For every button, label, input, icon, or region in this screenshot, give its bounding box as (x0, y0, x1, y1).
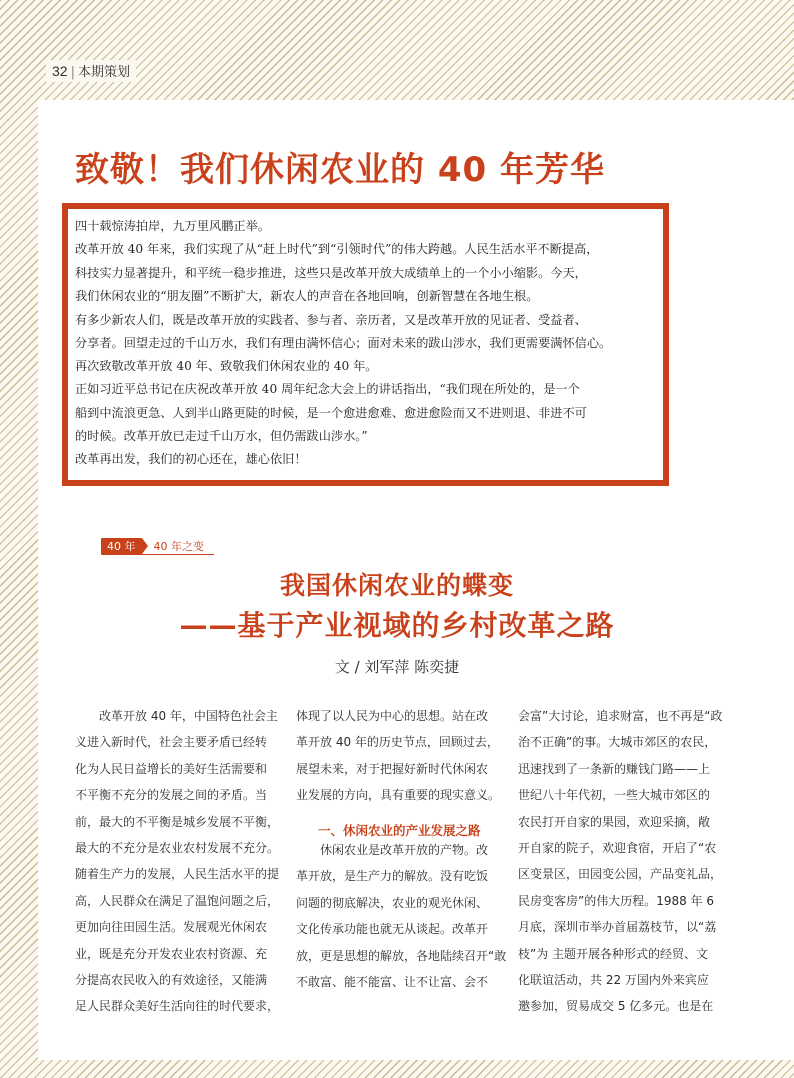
body-line: 不平衡不充分的发展之间的矛盾。当 (75, 788, 268, 803)
body-line: 更加向往田园生活。发展观光休闲农 (75, 920, 268, 935)
intro-line: 科技实力显著提升，和平统一稳步推进，这些只是改革开放大成绩单上的一个小小缩影。今天， (75, 266, 587, 280)
intro-line: 船到中流浪更急、人到半山路更陡的时候，是一个愈进愈难、愈进愈险而又不进则退、非进不可 (75, 406, 587, 420)
body-line: 足人民群众美好生活向往的时代要求， (75, 999, 280, 1014)
body-line: 农民打开自家的果园，欢迎采摘，敞 (518, 814, 711, 829)
body-line: 体现了以人民为中心的思想。站在改 (296, 709, 489, 723)
section-tag (101, 538, 214, 555)
section-tag-label: 40 年之变 (142, 538, 214, 555)
intro-line: 再次致敬改革开放 40 年、致敬我们休闲农业的 40 年。 (75, 359, 378, 373)
body-line: 义进入新时代，社会主要矛盾已经转 (75, 735, 268, 750)
body-line: 休闲农业是改革开放的产物。改 (320, 843, 489, 857)
header-divider: | (70, 65, 75, 80)
body-line: 民房变客房”的伟大历程。1988 年 6 (518, 893, 715, 908)
main-title: 致敬！我们休闲农业的 40 年芳华 (75, 150, 605, 190)
body-line: 世纪八十年代初，一些大城市郊区的 (518, 788, 711, 803)
body-line: 文化传承功能也就无从谈起。改革开 (296, 922, 489, 937)
body-line: 业，既是充分开发农业农村资源、充 (75, 946, 268, 961)
article-title: 我国休闲农业的蝶变 (279, 571, 514, 600)
page-header (46, 60, 136, 82)
article-subtitle: ——基于产业视域的乡村改革之路 (179, 609, 615, 642)
body-line: 邀参加，贸易成交 5 亿多元。也是在 (518, 999, 714, 1014)
article-byline: 文 / 刘军萍 陈奕捷 (334, 658, 460, 676)
body-line: 改革开放 40 年，中国特色社会主 (99, 709, 278, 723)
body-line: 革开放，是生产力的解放。没有吃饭 (296, 869, 489, 884)
body-line: 展望未来，对于把握好新时代休闲农 (296, 761, 489, 776)
intro-line: 我们休闲农业的“朋友圈”不断扩大，新农人的声音在各地回响，创新智慧在各地生根。 (75, 289, 539, 303)
body-line: 月底，深圳市举办首届荔枝节，以“荔 (518, 920, 717, 935)
body-line: 治不正确”的事。大城市郊区的农民， (518, 735, 717, 750)
intro-line: 四十载惊涛拍岸，九万里风鹏正举。 (75, 219, 270, 233)
body-line: 革开放 40 年的历史节点，回顾过去， (296, 735, 499, 750)
body-line: 随着生产力的发展，人民生活水平的提 (75, 867, 280, 882)
body-line: 高，人民群众在满足了温饱问题之后， (75, 893, 280, 908)
body-line: 会富”大讨论，追求财富，也不再是“政 (518, 709, 723, 723)
intro-line: 分享者。回望走过的千山万水，我们有理由满怀信心；面对未来的跋山涉水，我们更需要满怀信心。 (75, 336, 612, 350)
body-line: 业发展的方向，具有重要的现实意义。 (296, 788, 501, 803)
page-number: 32 (52, 63, 68, 79)
body-line: 化为人民日益增长的美好生活需要和 (75, 761, 268, 776)
body-line: 枝”为 主题开展各种形式的经贸、文 (518, 946, 709, 961)
body-line: 分提高农民收入的有效途径，又能满 (75, 973, 268, 987)
intro-line: 改革再出发，我们的初心还在，雄心依旧！ (75, 452, 307, 466)
intro-line: 正如习近平总书记在庆祝改革开放 40 周年纪念大会上的讲话指出，“我们现在所处的，是一个 (75, 382, 580, 396)
intro-line: 有多少新农人们，既是改革开放的实践者、参与者、亲历者，又是改革开放的见证者、受益者、 (75, 313, 587, 327)
body-line: 前，最大的不平衡是城乡发展不平衡， (75, 814, 280, 829)
body-line: 迅速找到了一条新的赚钱门路——上 (518, 761, 711, 776)
body-line: 区变景区，田园变公园，产品变礼品， (518, 867, 723, 882)
body-line: 放，更是思想的解放，各地陆续召开“敢 (296, 948, 507, 963)
intro-line: 的时候。改革开放已走过千山万水，但仍需跋山涉水。” (75, 429, 368, 443)
body-line: 最大的不充分是农业农村发展不充分。 (75, 841, 280, 855)
body-line: 问题的彻底解决，农业的观光休闲、 (296, 895, 489, 910)
body-line: 不敢富、能不能富、让不让富、会不 (296, 975, 489, 989)
intro-line: 改革开放 40 年来，我们实现了从“赶上时代”到“引领时代”的伟大跨越。人民生活水平不断提高， (75, 242, 599, 256)
body-line: 化联谊活动，共 22 万国内外来宾应 (518, 973, 709, 987)
section-label: 本期策划 (77, 65, 130, 80)
section-heading: 一、休闲农业的产业发展之路 (318, 823, 481, 838)
section-tag-badge: 40 年 (101, 538, 142, 555)
body-line: 开自家的院子，欢迎食宿，开启了“农 (518, 841, 717, 855)
